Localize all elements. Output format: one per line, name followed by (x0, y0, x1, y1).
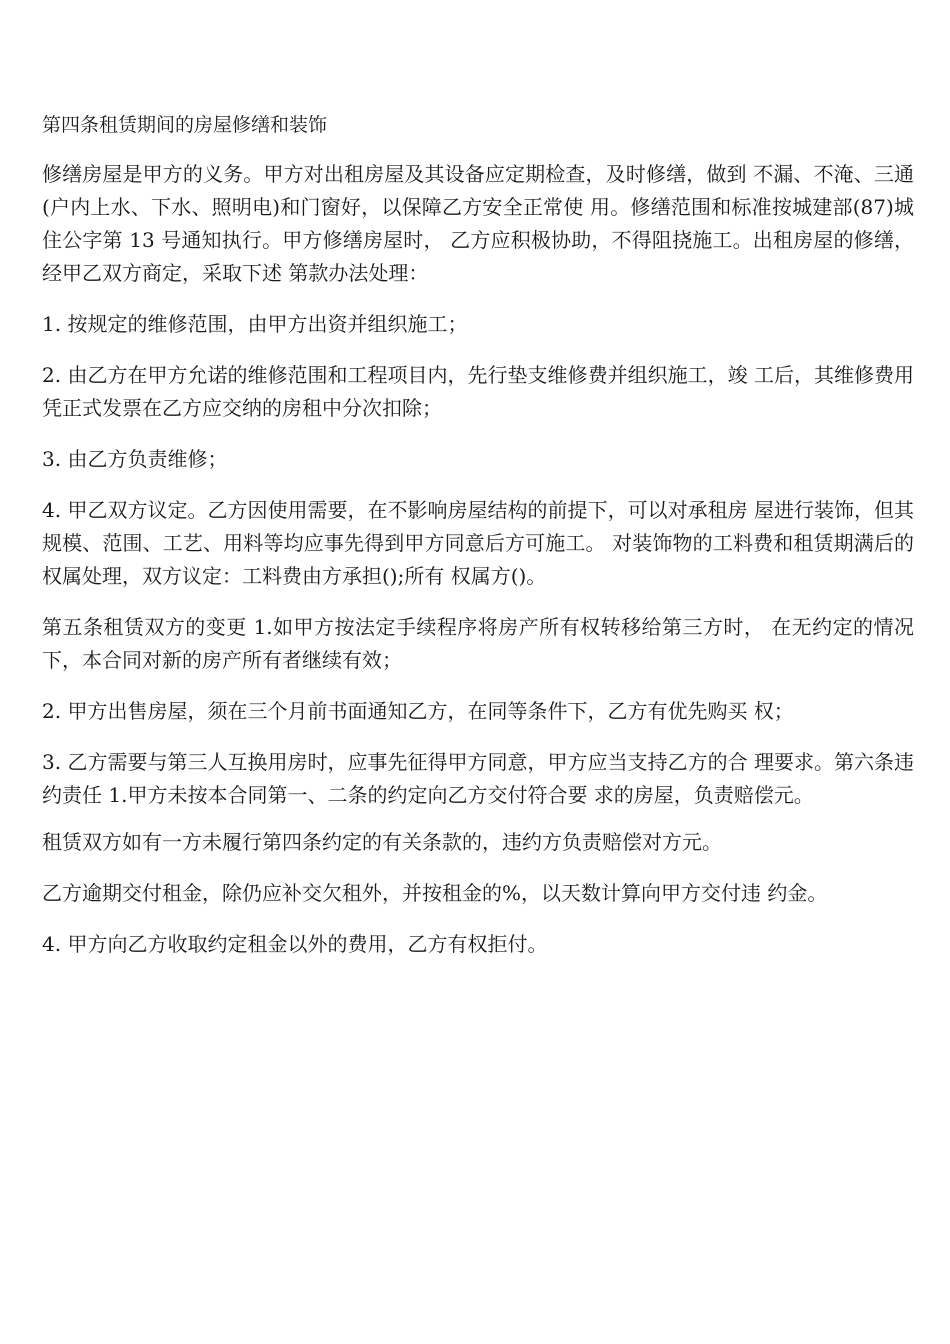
paragraph-option-1: 1. 按规定的维修范围，由甲方出资并组织施工； (42, 312, 468, 336)
paragraph-option-4: 4. 甲乙双方议定。乙方因使用需要，在不影响房屋结构的前提下，可以对承租房 屋进行装饰，但其规模、范围、工艺、用料等均应事先得到甲方同意后方可施工。 对装饰物的工料费和租赁期满后的权属处理，双方议定：工料费由方承担();所有 权属方()。 (42, 498, 914, 588)
paragraph-option-3: 3. 由乙方负责维修； (42, 447, 228, 471)
paragraph-repair-obligation: 修缮房屋是甲方的义务。甲方对出租房屋及其设备应定期检查，及时修缮，做到 不漏、不淹、三通(户内上水、下水、照明电)和门窗好，以保障乙方安全正常使 用。修缮范围和标准按城建部(87)城住公字第 13 号通知执行。甲方修缮房屋时， 乙方应积极协助，不得阻挠施工。出租房屋的修缮，经甲乙双方商定，采取下述 第款办法处理： (42, 162, 914, 285)
paragraph-sale-notice: 2. 甲方出售房屋，须在三个月前书面通知乙方，在同等条件下，乙方有优先购买 权； (42, 699, 794, 723)
article-heading: 第四条租赁期间的房屋修缮和装饰 (42, 114, 328, 136)
paragraph-exchange-and-article-6: 3. 乙方需要与第三人互换用房时，应事先征得甲方同意，甲方应当支持乙方的合 理要求。第六条违约责任 1.甲方未按本合同第一、二条的约定向乙方交付符合要 求的房屋，负责赔偿元。 (42, 750, 914, 807)
paragraph-article-5: 第五条租赁双方的变更 1.如甲方按法定手续程序将房产所有权转移给第三方时， 在无约定的情况下，本合同对新的房产所有者继续有效； (42, 615, 914, 672)
paragraph-late-rent: 乙方逾期交付租金，除仍应补交欠租外，并按租金的%，以天数计算向甲方交付违 约金。 (42, 881, 828, 905)
paragraph-extra-fees: 4. 甲方向乙方收取约定租金以外的费用，乙方有权拒付。 (42, 932, 548, 956)
paragraph-breach-article-4: 租赁双方如有一方未履行第四条约定的有关条款的，违约方负责赔偿对方元。 (42, 830, 722, 854)
paragraph-option-2: 2. 由乙方在甲方允诺的维修范围和工程项目内，先行垫支维修费并组织施工，竣 工后，其维修费用凭正式发票在乙方应交纳的房租中分次扣除； (42, 363, 914, 420)
document-body (42, 108, 914, 979)
